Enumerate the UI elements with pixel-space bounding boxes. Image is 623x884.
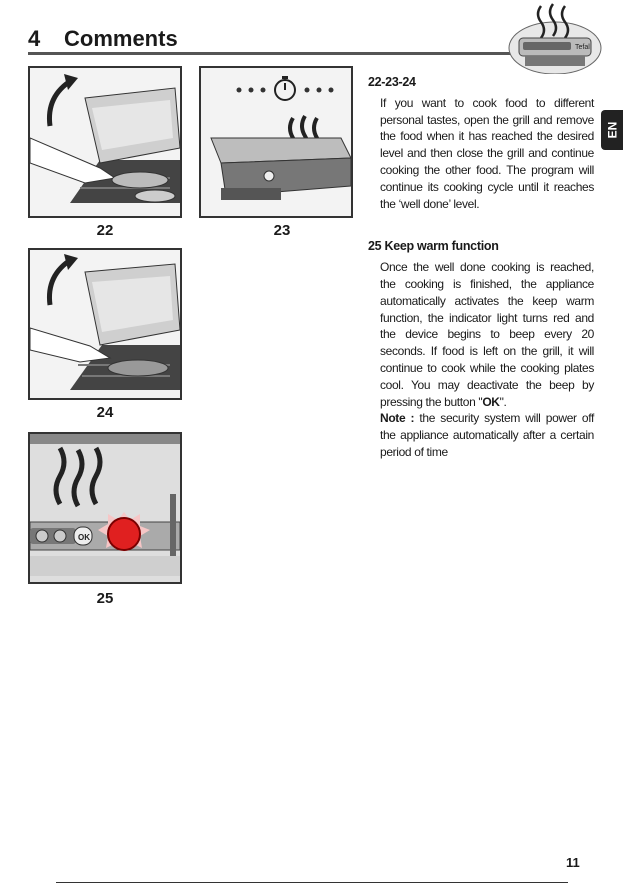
figure-24-caption: 24 bbox=[96, 404, 114, 421]
figure-23 bbox=[199, 66, 353, 218]
section-title: Comments bbox=[64, 26, 178, 51]
section-body-25 bbox=[380, 259, 594, 410]
figure-25-caption: 25 bbox=[96, 590, 114, 607]
language-tab bbox=[601, 110, 623, 150]
keep-warm-text: Once the well done cooking is reached, the cooking is finished, the appliance automatically activates the keep warm function, the indicator light turns red and the device begins to beep every 20 seconds. If food is left on the grill, it will continue to cook while the cooking plates cool. You may deactivate the beep by pressing the button " bbox=[380, 260, 594, 409]
red-indicator-light bbox=[108, 518, 140, 550]
section-body-22-24: If you want to cook food to different personal tastes, open the grill and remove the food when it has reached the desired level and then close the grill and continue cooking the other food. The program will continue its cooking cycle until it reaches the ‘well done’ level. bbox=[380, 95, 594, 211]
section-heading-22-24: 22-23-24 bbox=[368, 75, 416, 89]
page-number: 11 bbox=[566, 855, 580, 870]
ok-button-label: OK bbox=[78, 533, 90, 542]
keep-warm-text-end: ". bbox=[499, 394, 507, 409]
figure-22 bbox=[28, 66, 182, 218]
figure-24 bbox=[28, 248, 182, 400]
instructions-column bbox=[368, 74, 594, 461]
section-number: 4 bbox=[28, 26, 41, 51]
ok-label: OK bbox=[482, 394, 500, 409]
grill-steam-icon bbox=[505, 2, 605, 74]
note-text: the security system will power off the appliance automatically after a certain period of time bbox=[380, 411, 594, 459]
figure-23-caption: 23 bbox=[273, 222, 291, 239]
language-tab-label: EN bbox=[604, 121, 619, 139]
note-label: Note : bbox=[380, 411, 415, 426]
figure-22-caption: 22 bbox=[96, 222, 114, 239]
note-paragraph bbox=[380, 410, 594, 460]
figure-25 bbox=[28, 432, 182, 584]
brand-label: Tefal bbox=[575, 44, 590, 51]
footer-rule bbox=[56, 882, 568, 883]
keep-warm-section bbox=[368, 238, 594, 460]
section-heading-25: 25 Keep warm function bbox=[368, 239, 499, 254]
